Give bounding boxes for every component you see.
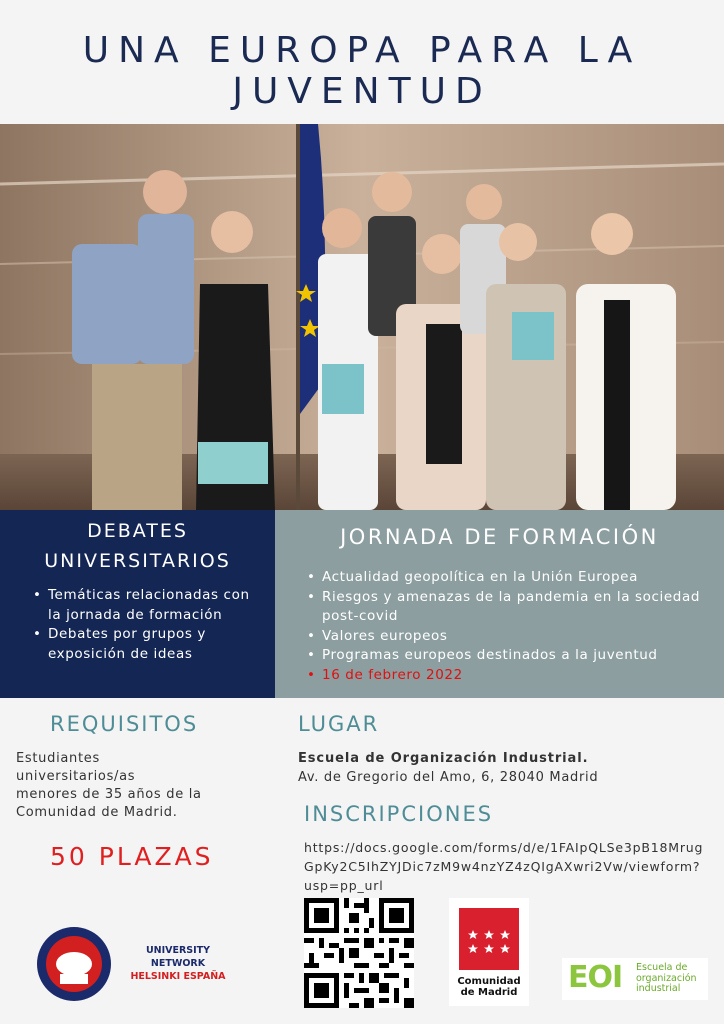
requisitos-line: Estudiantes <box>16 751 100 766</box>
list-item: • Riesgos y amenazas de la pandemia en la sociedad post-covid <box>322 588 700 627</box>
venue-name: Escuela de Organización Industrial. <box>298 751 589 766</box>
university-network-text <box>128 944 228 983</box>
logo-line: UNIVERSITY <box>145 945 211 956</box>
debates-title <box>0 516 275 576</box>
inscripciones-heading: INSCRIPCIONES <box>304 802 494 826</box>
requisitos-line: menores de 35 años de la <box>16 787 202 802</box>
qr-code-icon <box>304 898 414 1008</box>
list-item: • Valores europeos <box>322 627 700 647</box>
university-network-logo <box>34 924 224 1004</box>
debates-title-line2: UNIVERSITARIOS <box>44 550 231 572</box>
registration-link[interactable]: https://docs.google.com/forms/d/e/1FAIpQLSe3pB18MrugGpKy2C5IhZYJDic7zM9w4nzYZ4zQIgAXwri2Vw/viewform?usp=pp_url <box>304 840 704 893</box>
logo-line: de Madrid <box>460 987 518 998</box>
eoi-label <box>636 963 697 995</box>
qr-code[interactable] <box>304 898 414 1008</box>
logo-line: organización <box>636 972 697 984</box>
eoi-mark: EOI <box>568 960 623 995</box>
debates-box <box>0 510 275 698</box>
list-item: • Temáticas relacionadas con la jornada de formación <box>48 586 257 625</box>
debates-list <box>48 586 257 664</box>
group-photo <box>0 124 724 510</box>
poster-title: UNA EUROPA PARA LA JUVENTUD <box>82 30 642 112</box>
logo-line: NETWORK <box>150 958 206 969</box>
list-item: • Debates por grupos y exposición de ideas <box>48 625 257 664</box>
list-item: • Programas europeos destinados a la juventud <box>322 646 700 666</box>
requisitos-text <box>16 750 246 822</box>
requisitos-heading: REQUISITOS <box>50 712 199 736</box>
jornada-box <box>275 510 724 698</box>
comunidad-madrid-label <box>449 976 529 998</box>
logo-line: Comunidad <box>457 976 521 987</box>
logo-line: industrial <box>636 983 681 994</box>
debates-title-line1: DEBATES <box>87 520 188 542</box>
university-network-emblem-icon <box>34 924 114 1004</box>
comunidad-madrid-flag-icon <box>449 898 529 974</box>
jornada-title: JORNADA DE FORMACIÓN <box>340 525 659 549</box>
comunidad-madrid-logo <box>449 898 529 1006</box>
eoi-logo <box>562 958 708 1000</box>
lugar-heading: LUGAR <box>298 712 380 736</box>
logo-line: Escuela de <box>636 962 688 973</box>
venue-address: Av. de Gregorio del Amo, 6, 28040 Madrid <box>298 770 599 785</box>
list-item: • Actualidad geopolítica en la Unión Europea <box>322 568 700 588</box>
requisitos-line: universitarios/as <box>16 769 136 784</box>
requisitos-line: Comunidad de Madrid. <box>16 805 178 820</box>
plazas-count: 50 PLAZAS <box>50 842 214 871</box>
event-date: • 16 de febrero 2022 <box>322 666 700 686</box>
group-photo-illustration <box>0 124 724 510</box>
jornada-list <box>322 568 700 685</box>
logo-line: HELSINKI ESPAÑA <box>130 971 226 982</box>
